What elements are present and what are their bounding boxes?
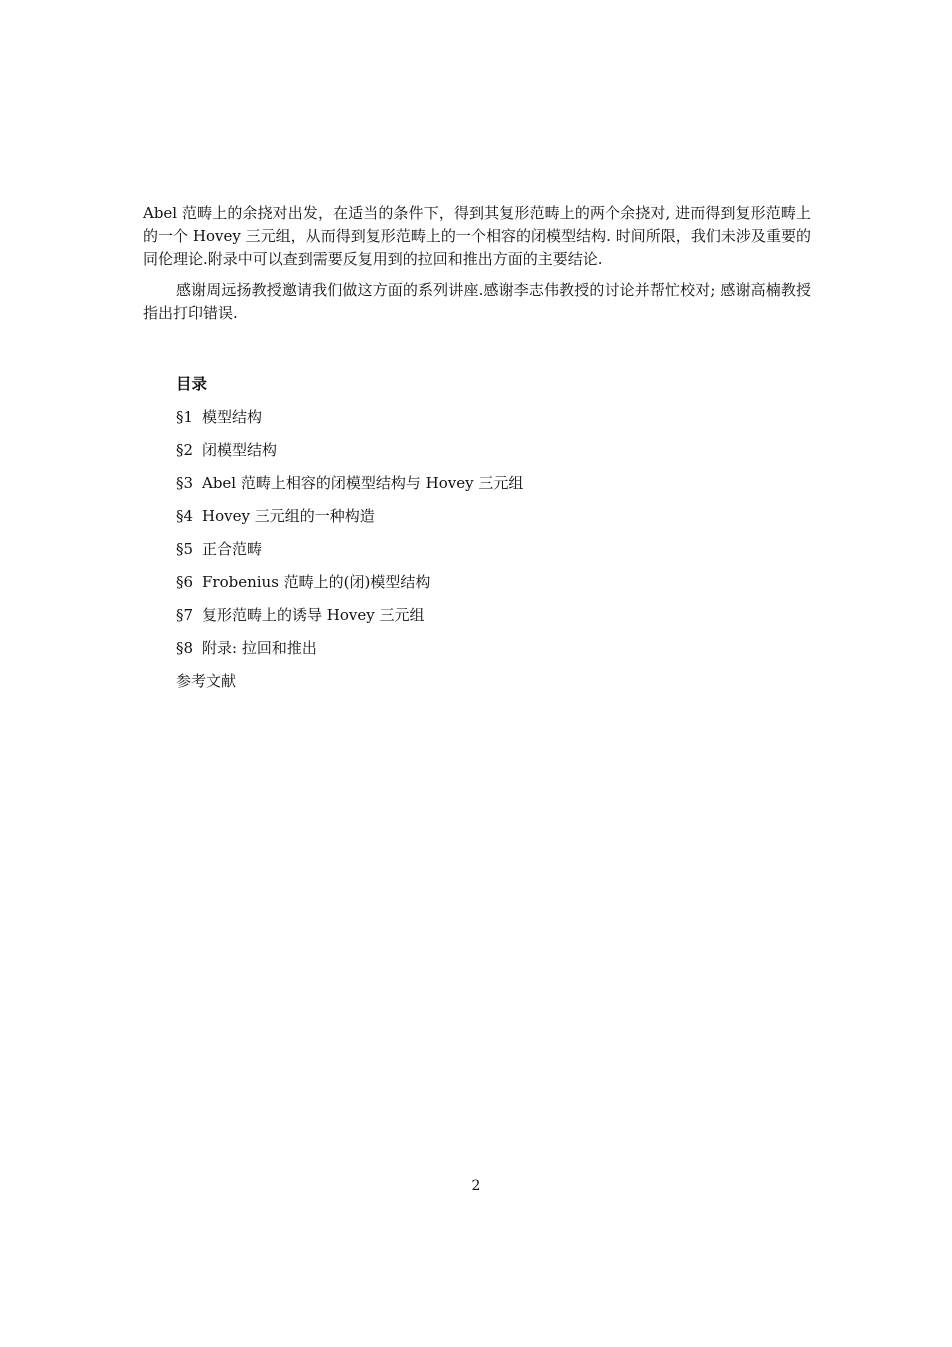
toc-entry-number: §3 xyxy=(176,474,194,492)
toc-entry-1[interactable] xyxy=(176,405,776,438)
toc-entry-number: §2 xyxy=(176,441,194,459)
page-number: 2 xyxy=(471,1178,481,1194)
toc-entry-title: 闭模型结构 xyxy=(202,441,278,459)
toc-entry-2[interactable] xyxy=(176,438,776,471)
toc-entry-number: §8 xyxy=(176,639,194,657)
body-paragraph: Abel 范畴上的余挠对出发，在适当的条件下，得到其复形范畴上的两个余挠对, 进而得到复形范畴上的一个 Hovey 三元组，从而得到复形范畴上的一个相容的闭模型结构. 时间所限，我们未涉及重要的同伦理论.附录中可以查到需要反复用到的拉回和推出方面的主要结论. xyxy=(143,204,811,268)
toc-list xyxy=(176,405,776,702)
body-text xyxy=(143,202,811,325)
toc-entry-title: Frobenius 范畴上的(闭)模型结构 xyxy=(202,573,431,591)
toc-entry-title: 附录: 拉回和推出 xyxy=(202,639,317,657)
toc-entry-4[interactable] xyxy=(176,504,776,537)
toc-entry-3[interactable] xyxy=(176,471,776,504)
toc-entry-title: 模型结构 xyxy=(202,408,263,426)
toc-entry-references[interactable] xyxy=(176,669,776,702)
toc-entry-title: 参考文献 xyxy=(176,672,237,690)
toc-entry-number: §6 xyxy=(176,573,194,591)
toc-entry-number: §4 xyxy=(176,507,194,525)
toc-entry-title: Abel 范畴上相容的闭模型结构与 Hovey 三元组 xyxy=(202,474,524,492)
toc-entry-5[interactable] xyxy=(176,537,776,570)
toc-entry-title: 复形范畴上的诱导 Hovey 三元组 xyxy=(202,606,425,624)
toc-entry-title: 正合范畴 xyxy=(202,540,263,558)
toc-entry-number: §5 xyxy=(176,540,194,558)
toc-entry-title: Hovey 三元组的一种构造 xyxy=(202,507,375,525)
toc-title: 目录 xyxy=(176,375,208,393)
toc-entry-8[interactable] xyxy=(176,636,776,669)
toc-entry-7[interactable] xyxy=(176,603,776,636)
table-of-contents xyxy=(176,372,776,702)
toc-entry-number: §1 xyxy=(176,408,194,426)
acknowledgement-paragraph: 感谢周远扬教授邀请我们做这方面的系列讲座.感谢李志伟教授的讨论并帮忙校对; 感谢高楠教授指出打印错误. xyxy=(143,281,811,322)
toc-entry-number: §7 xyxy=(176,606,194,624)
toc-entry-6[interactable] xyxy=(176,570,776,603)
